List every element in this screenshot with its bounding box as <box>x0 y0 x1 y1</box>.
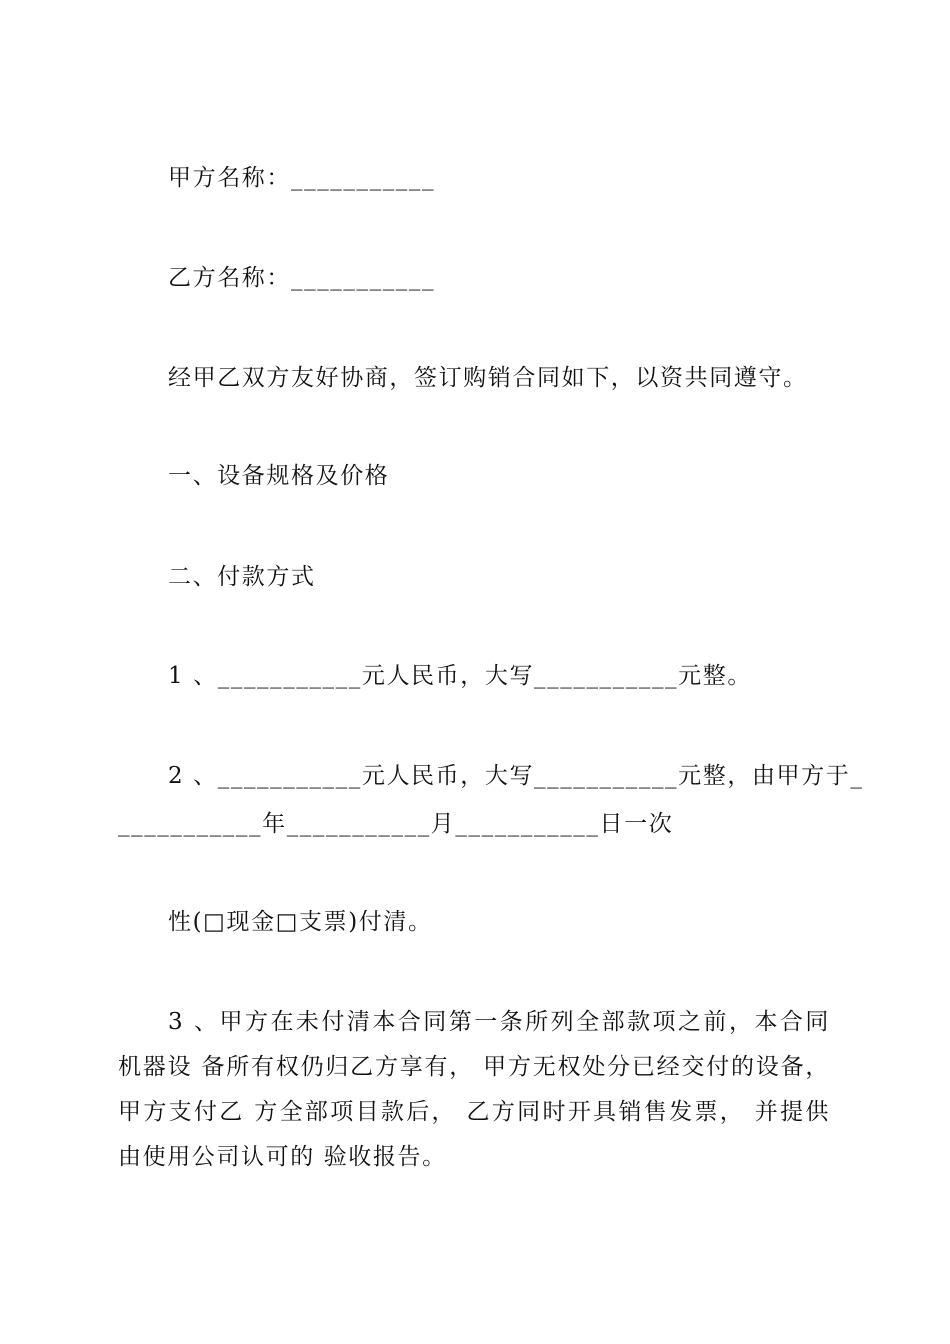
payment-item-2-line-1: 2 、___________元人民币，大写___________元整，由甲方于_ <box>168 763 864 789</box>
party-b-name-line: 乙方名称：___________ <box>168 265 436 291</box>
payment-item-2-line-3: 性(□现金□支票)付清。 <box>168 909 433 935</box>
payment-item-2-line-2: ___________年___________月___________日一次 <box>118 811 674 837</box>
payment-item-1: 1 、___________元人民币，大写___________元整。 <box>168 663 752 689</box>
payment-item-3-text: 3 、甲方在未付清本合同第一条所列全部款项之前，本合同机器设 备所有权仍归乙方享有， 甲方无权处分已经交付的设备， 甲方支付乙 方全部项目款后， 乙方同时开具销售发票， 并提供由使用公司认可的 验收报告。 <box>118 1009 830 1170</box>
payment-item-3 <box>118 1000 830 1180</box>
contract-intro: 经甲乙双方友好协商，签订购销合同如下，以资共同遵守。 <box>168 365 808 391</box>
section-payment-method: 二、付款方式 <box>168 564 316 590</box>
party-a-name-line: 甲方名称：___________ <box>168 165 436 191</box>
section-equipment-specs-price: 一、设备规格及价格 <box>168 463 390 489</box>
